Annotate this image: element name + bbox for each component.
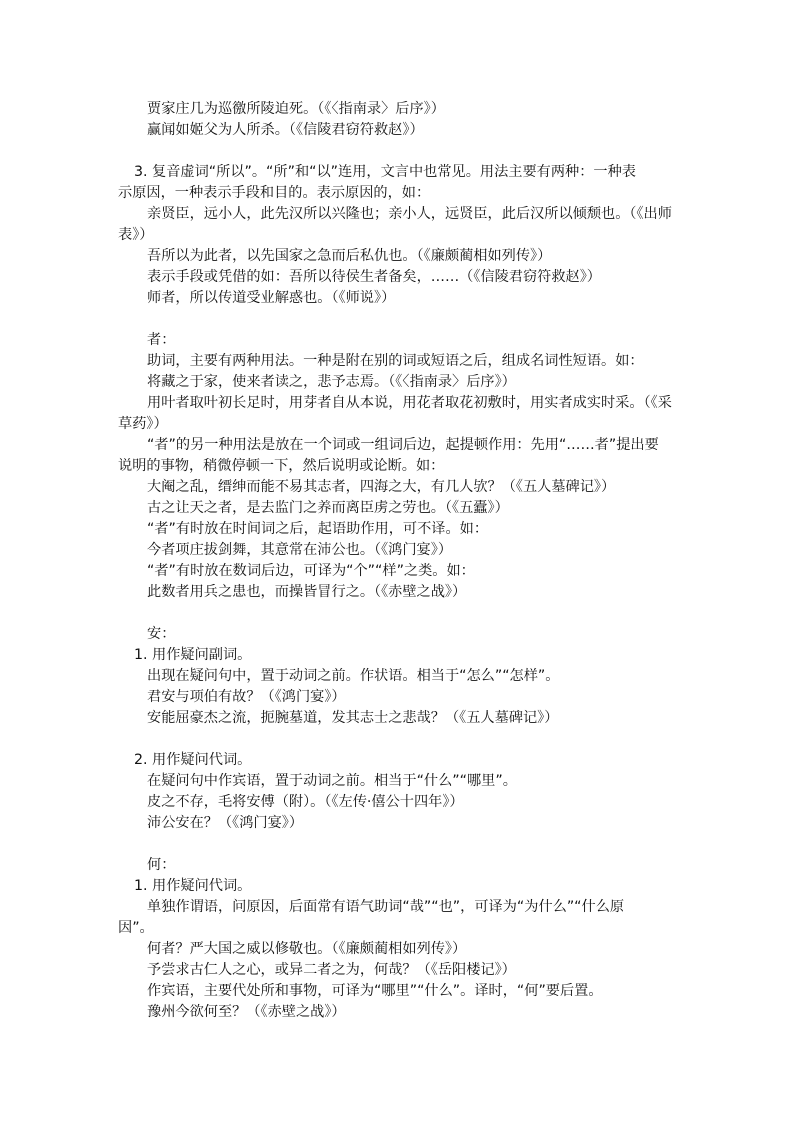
text-line: 草药》）	[118, 416, 168, 432]
text-line: 皮之不存，毛将安傅（附）。（《左传·僖公十四年》）	[147, 794, 464, 810]
text-line: 古之让天之者，是去监门之养而离臣虏之劳也。（《五蠹》）	[147, 500, 509, 516]
text-line: 贾家庄几为巡徼所陵迫死。（《〈指南录〉后序》）	[147, 101, 445, 117]
subsection-heading: 2. 用作疑问代词。	[134, 752, 252, 768]
text-line: 将藏之于家，使来者读之，悲予志焉。（《〈指南录〉后序》）	[147, 374, 516, 390]
text-line: 大阉之乱，缙绅而能不易其志者，四海之大，有几人欤？（《五人墓碑记》）	[147, 479, 616, 495]
text-line: “者”有时放在时间词之后，起语助作用，可不译。如：	[147, 521, 489, 537]
text-line: 单独作谓语，问原因，后面常有语气助词“哉”“也”，可译为“为什么”“什么原	[147, 899, 625, 915]
text-line: 因”。	[118, 920, 154, 936]
text-line: 出现在疑问句中，置于动词之前。作状语。相当于“怎么”“怎样”。	[147, 668, 560, 684]
section-heading: 3. 复音虚词“所以”。“所”和“以”连用，文言中也常见。用法主要有两种：一种表	[134, 164, 636, 180]
text-line: 亲贤臣，远小人，此先汉所以兴隆也；亲小人，远贤臣，此后汉所以倾颓也。（《出师	[147, 206, 672, 222]
text-line: 此数者用兵之患也，而操皆冒行之。（《赤壁之战》）	[147, 584, 467, 600]
text-line: 豫州今欲何至？（《赤壁之战》）	[147, 1004, 346, 1020]
text-line: 助词，主要有两种用法。一种是附在别的词或短语之后，组成名词性短语。如：	[147, 353, 644, 369]
text-line: 赢闻如姬父为人所杀。（《信陵君窃符救赵》）	[147, 122, 424, 138]
section-heading: 何：	[147, 857, 176, 873]
text-line: 在疑问句中作宾语，置于动词之前。相当于“什么”“哪里”。	[147, 773, 517, 789]
text-line: 予尝求古仁人之心，或异二者之为，何哉？（《岳阳楼记》）	[147, 962, 516, 978]
text-line: 表示手段或凭借的如：吾所以待侯生者备矣，……（《信陵君窃符救赵》）	[147, 269, 601, 285]
text-line: “者”的另一种用法是放在一个词或一组词后边，起提顿作用：先用“……者”提出要	[147, 437, 659, 453]
text-line: 师者，所以传道受业解惑也。（《师说》）	[147, 290, 396, 306]
text-line: 安能屈豪杰之流，扼腕墓道，发其志士之悲哉？（《五人墓碑记》）	[147, 710, 559, 726]
text-line: 作宾语，主要代处所和事物，可译为“哪里”“什么”。译时，“何”要后置。	[147, 983, 603, 999]
text-line: 君安与项伯有故？（《鸿门宴》）	[147, 689, 346, 705]
text-line: 沛公安在？（《鸿门宴》）	[147, 815, 304, 831]
text-line: 说明的事物，稍微停顿一下，然后说明或论断。如：	[118, 458, 445, 474]
section-heading: 者：	[147, 332, 176, 348]
text-line: 今者项庄拔剑舞，其意常在沛公也。（《鸿门宴》）	[147, 542, 453, 558]
subsection-heading: 1. 用作疑问副词。	[134, 647, 252, 663]
text-line: 吾所以为此者，以先国家之急而后私仇也。（《廉颇蔺相如列传》）	[147, 248, 552, 264]
text-line: 何者？严大国之威以修敬也。（《廉颇蔺相如列传》）	[147, 941, 467, 957]
section-heading: 安：	[147, 626, 176, 642]
subsection-heading: 1. 用作疑问代词。	[134, 878, 252, 894]
text-line: 示原因，一种表示手段和目的。表示原因的，如：	[118, 185, 431, 201]
text-line: 用叶者取叶初长足时，用芽者自从本说，用花者取花初敷时，用实者成实时采。（《采	[147, 395, 672, 411]
text-line: 表》）	[118, 227, 154, 243]
text-line: “者”有时放在数词后边，可译为“个”“样”之类。如：	[147, 563, 475, 579]
